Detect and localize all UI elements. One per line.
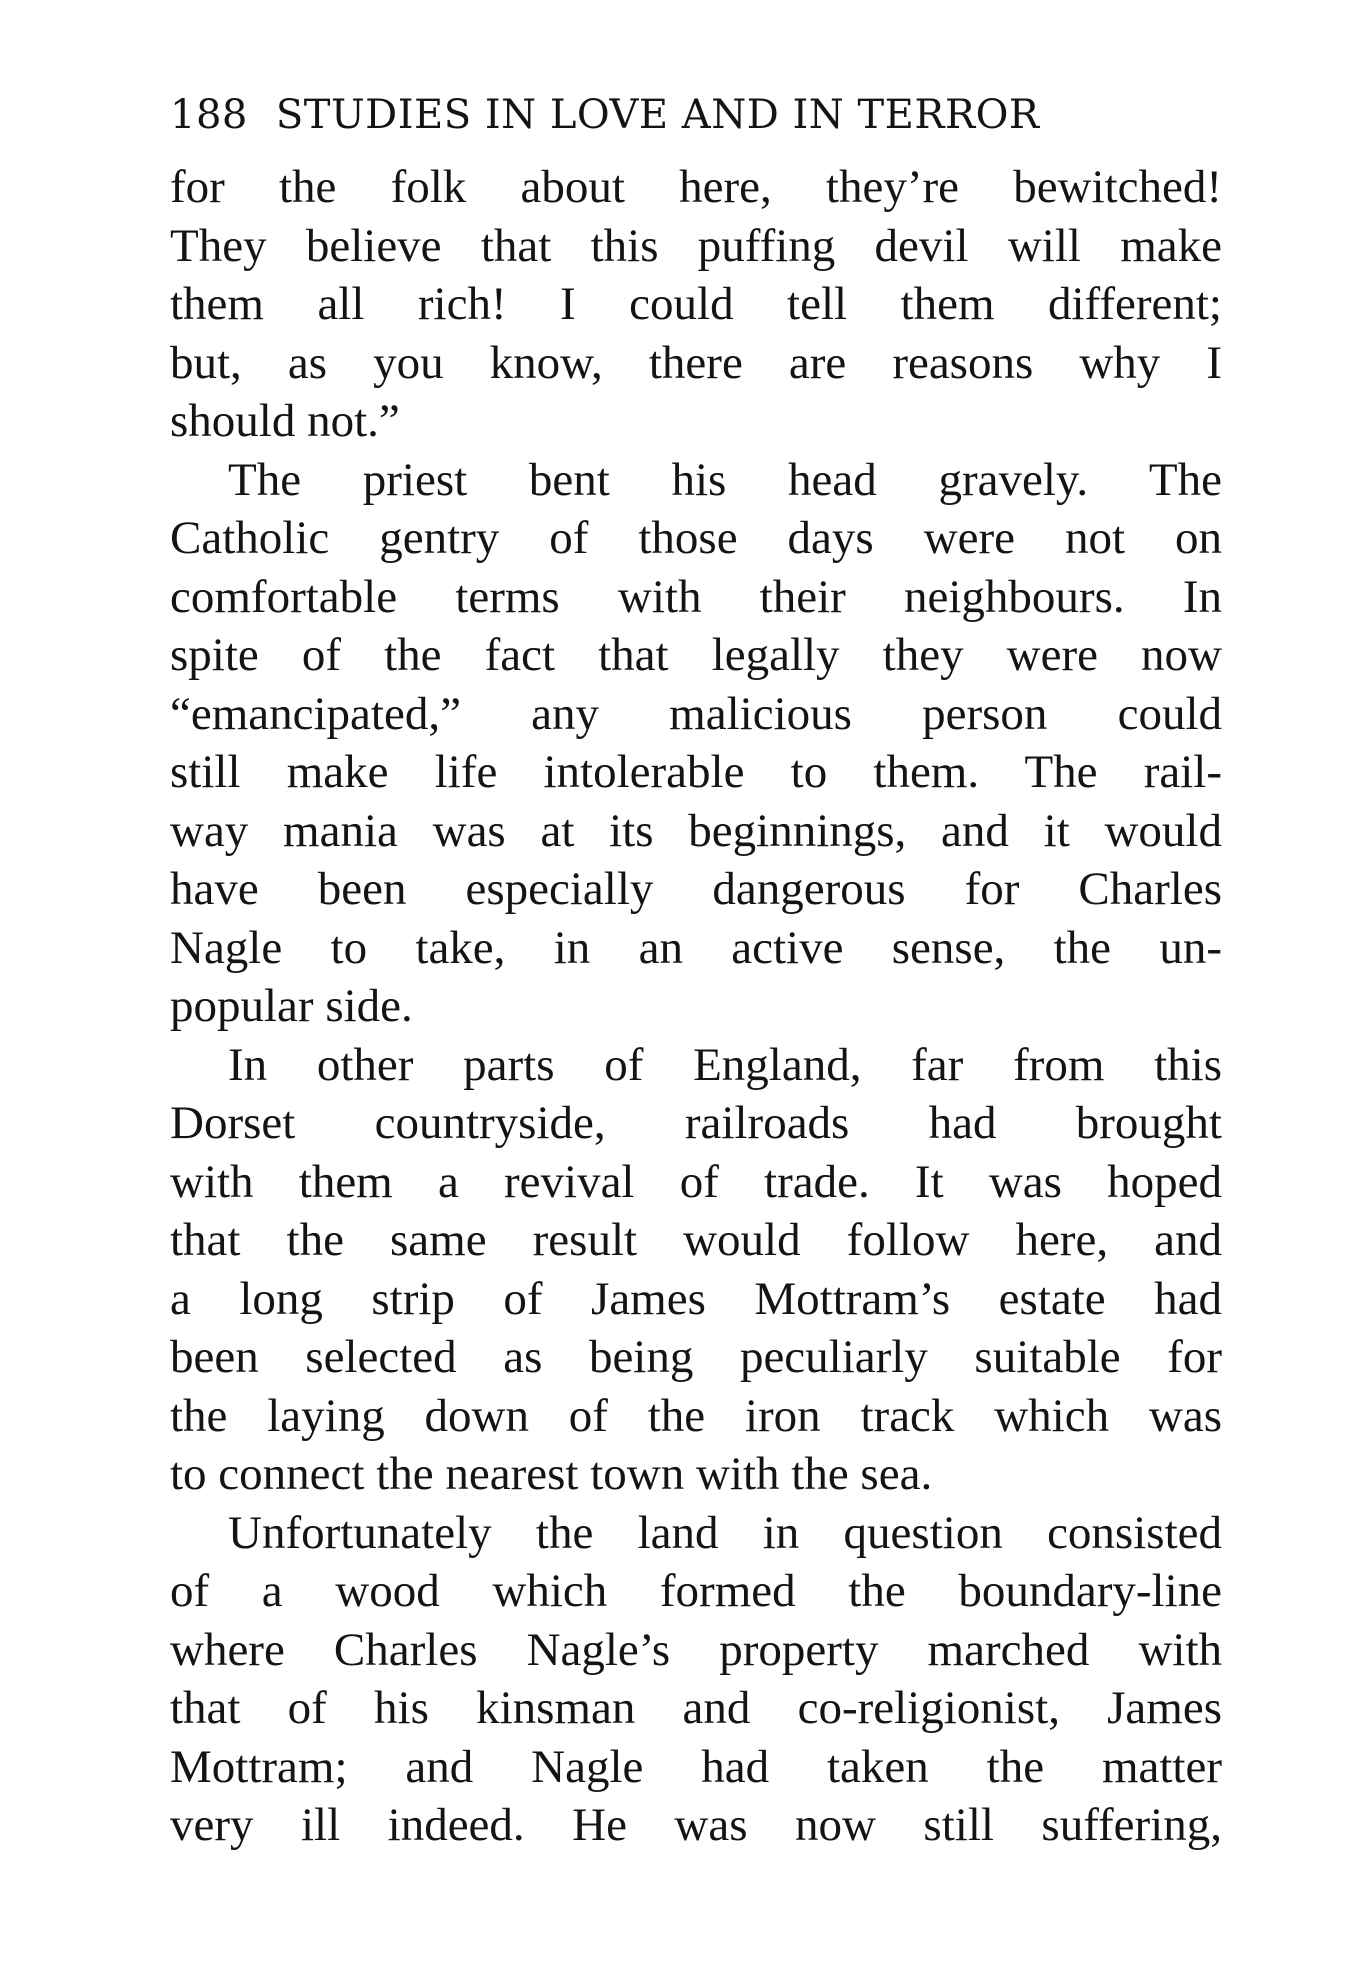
text-line: Dorset countryside, railroads had brought bbox=[170, 1097, 1222, 1149]
text-line: the laying down of the iron track which was bbox=[170, 1389, 1222, 1442]
text-line: them all rich! I could tell them different; bbox=[170, 278, 1222, 330]
text-line: Unfortunately the land in question consisted bbox=[228, 1506, 1222, 1559]
text-line: spite of the fact that legally they were now bbox=[170, 629, 1222, 681]
paragraph bbox=[170, 1036, 1222, 1504]
text-line: Nagle to take, in an active sense, the un- bbox=[170, 921, 1222, 974]
paragraph bbox=[170, 1504, 1222, 1855]
paragraph bbox=[170, 451, 1222, 1036]
page-number: 188 bbox=[170, 92, 248, 138]
text-line: popular side. bbox=[170, 980, 413, 1032]
text-line: should not.” bbox=[170, 395, 400, 447]
text-line: where Charles Nagle’s property marched with bbox=[170, 1623, 1222, 1676]
running-title: STUDIES IN LOVE AND IN TERROR bbox=[275, 92, 1040, 138]
text-line: very ill indeed. He was now still suffering, bbox=[170, 1799, 1222, 1851]
text-line: They believe that this puffing devil will make bbox=[170, 219, 1222, 272]
text-line: for the folk about here, they’re bewitched! bbox=[170, 161, 1222, 213]
text-line: that the same result would follow here, and bbox=[170, 1214, 1222, 1266]
text-line: The priest bent his head gravely. The bbox=[228, 453, 1222, 506]
running-head bbox=[170, 92, 1220, 138]
text-line: way mania was at its beginnings, and it would bbox=[170, 804, 1222, 857]
paragraph-continued bbox=[170, 158, 1222, 451]
body-text bbox=[170, 158, 1222, 1855]
text-line: to connect the nearest town with the sea. bbox=[170, 1448, 933, 1500]
text-line: comfortable terms with their neighbours. In bbox=[170, 570, 1222, 623]
text-line: Catholic gentry of those days were not on bbox=[170, 512, 1222, 564]
text-line: been selected as being peculiarly suitable for bbox=[170, 1331, 1222, 1383]
text-line: but, as you know, there are reasons why I bbox=[170, 336, 1222, 389]
text-line: In other parts of England, far from this bbox=[228, 1038, 1222, 1091]
text-line: with them a revival of trade. It was hoped bbox=[170, 1155, 1222, 1208]
text-line: still make life intolerable to them. The rail- bbox=[170, 746, 1222, 798]
text-line: have been especially dangerous for Charles bbox=[170, 863, 1222, 915]
text-line: “emancipated,” any malicious person could bbox=[170, 687, 1222, 740]
text-line: that of his kinsman and co-religionist, James bbox=[170, 1682, 1222, 1734]
text-line: a long strip of James Mottram’s estate had bbox=[170, 1272, 1222, 1325]
text-line: of a wood which formed the boundary-line bbox=[170, 1565, 1222, 1617]
text-line: Mottram; and Nagle had taken the matter bbox=[170, 1740, 1222, 1793]
